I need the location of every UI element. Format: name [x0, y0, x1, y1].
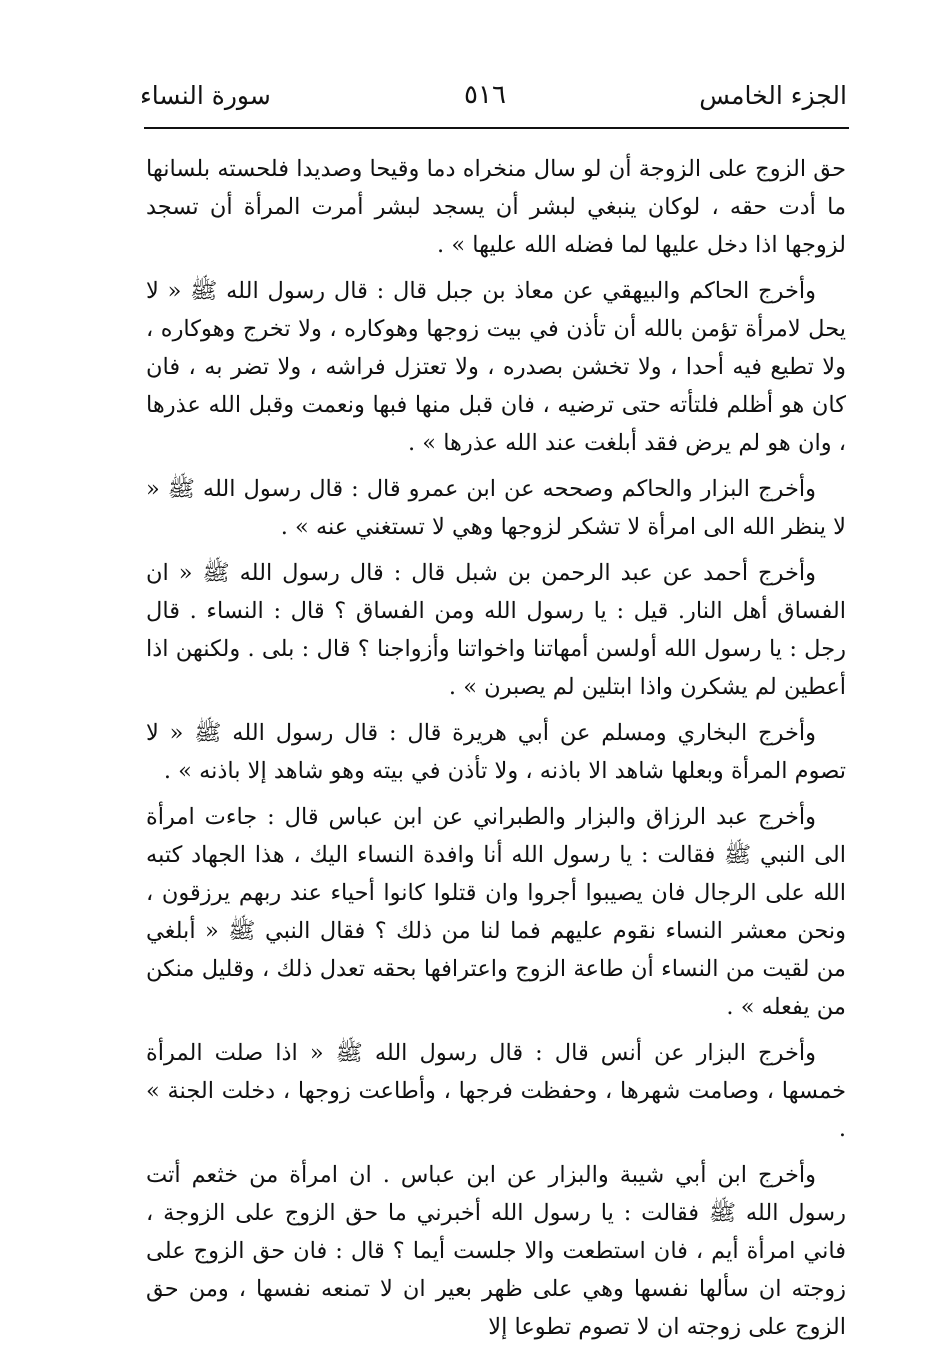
- header-rule: [144, 127, 849, 129]
- header-surah-title: سورة النساء: [140, 80, 271, 110]
- paragraph: وأخرج الحاكم والبيهقي عن معاذ بن جبل قال : قال رسول الله ﷺ « لا يحل لامرأة تؤمن بالله أن تأذن في بيت زوجها وهوكاره ، ولا تخرج وهوكاره ، ولا تطيع فيه أحدا ، ولا تخشن بصدره ، ولا تعتزل فراشه ، ولا تضر به ، فان كان هو أظلم فلتأته حتى ترضيه ، فان قبل منها فبها ونعمت وقبل الله عذرها ، وان هو لم يرض فقد أبلغت عند الله عذرها » .: [146, 278, 846, 456]
- paragraph: وأخرج عبد الرزاق والبزار والطبراني عن ابن عباس قال : جاءت امرأة الى النبي ﷺ فقالت : يا رسول الله أنا وافدة النساء اليك ، هذا الجهاد كتبه الله على الرجال فان يصيبوا أجروا وان قتلوا كانوا أحياء عند ربهم يرزقون ، ونحن معشر النساء نقوم عليهم فما لنا من ذلك ؟ فقال النبي ﷺ « أبلغي من لقيت من النساء أن طاعة الزوج واعترافها بحقه تعدل ذلك ، وقليل منكن من يفعله » .: [146, 804, 846, 1020]
- header-part-title: الجزء الخامس: [699, 80, 847, 110]
- paragraph: وأخرج البزار والحاكم وصححه عن ابن عمرو قال : قال رسول الله ﷺ « لا ينظر الله الى امرأة لا تشكر لزوجها وهي لا تستغني عنه » .: [146, 476, 846, 540]
- paragraph: وأخرج ابن أبي شيبة والبزار عن ابن عباس . ان امرأة من خثعم أتت رسول الله ﷺ فقالت : يا رسول الله أخبرني ما حق الزوج على الزوجة ، فاني امرأة أيم ، فان استطعت والا جلست أيما ؟ قال : فان حق الزوج على زوجته ان سألها نفسها وهي على ظهر بعير ان لا تمنعه نفسها ، ومن حق الزوج على زوجته ان لا تصوم تطوعا إلا: [146, 1162, 846, 1340]
- paragraph: حق الزوج على الزوجة أن لو سال منخراه دما وقيحا وصديدا فلحسته بلسانها ما أدت حقه ، لوكان ينبغي لبشر أن يسجد لبشر أمرت المرأة أن تسجد لزوجها اذا دخل عليها لما فضله الله عليها » .: [146, 156, 846, 258]
- paragraph: وأخرج أحمد عن عبد الرحمن بن شبل قال : قال رسول الله ﷺ « ان الفساق أهل النار. قيل : يا رسول الله ومن الفساق ؟ قال : النساء . قال رجل : يا رسول الله أولسن أمهاتنا واخواتنا وأزواجنا ؟ قال : بلى . ولكنهن اذا أعطين لم يشكرن واذا ابتلين لم يصبرن » .: [146, 560, 846, 700]
- paragraph: وأخرج البزار عن أنس قال : قال رسول الله ﷺ « اذا صلت المرأة خمسها ، وصامت شهرها ، وحفظت فرجها ، وأطاعت زوجها ، دخلت الجنة » .: [146, 1040, 846, 1142]
- paragraph: وأخرج البخاري ومسلم عن أبي هريرة قال : قال رسول الله ﷺ « لا تصوم المرأة وبعلها شاهد الا باذنه ، ولا تأذن في بيته وهو شاهد إلا باذنه » .: [146, 720, 846, 784]
- body-text: [146, 150, 846, 1354]
- page-header: [140, 70, 847, 120]
- page-number: ٥١٦: [464, 80, 506, 110]
